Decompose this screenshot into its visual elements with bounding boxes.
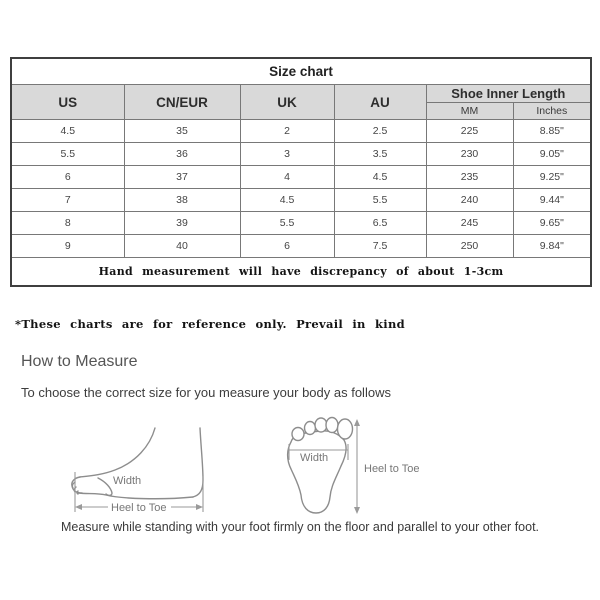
table-cell: 6.5 <box>334 212 426 235</box>
big-toe <box>338 419 353 439</box>
table-cell: 7 <box>11 189 124 212</box>
size-chart-body <box>11 120 591 258</box>
table-cell: 9.25" <box>513 166 591 189</box>
toe-3 <box>315 418 327 432</box>
table-row <box>11 235 591 258</box>
foot-sole-view-diagram <box>283 415 428 518</box>
table-cell: 225 <box>426 120 513 143</box>
table-title-row <box>11 58 591 85</box>
size-chart-title: Size chart <box>11 58 591 85</box>
table-cell: 4.5 <box>334 166 426 189</box>
side-heel-to-toe-label: Heel to Toe <box>111 502 167 514</box>
table-cell: 8 <box>11 212 124 235</box>
table-cell: 2 <box>240 120 334 143</box>
table-cell: 240 <box>426 189 513 212</box>
table-cell: 3.5 <box>334 143 426 166</box>
table-cell: 4.5 <box>240 189 334 212</box>
column-header-inches: Inches <box>513 103 591 120</box>
little-toe <box>292 428 304 441</box>
table-row <box>11 120 591 143</box>
how-to-measure-heading: How to Measure <box>21 353 138 370</box>
sole-length-arrow-bottom-head <box>354 507 360 514</box>
table-cell: 4 <box>240 166 334 189</box>
table-cell: 35 <box>124 120 240 143</box>
table-row <box>11 143 591 166</box>
table-header-row <box>11 85 591 103</box>
table-row <box>11 166 591 189</box>
length-arrow-right-head <box>196 504 203 510</box>
table-cell: 5.5 <box>11 143 124 166</box>
toe-4 <box>305 422 316 435</box>
table-cell: 6 <box>11 166 124 189</box>
table-cell: 9.84" <box>513 235 591 258</box>
length-arrow-left-head <box>75 504 82 510</box>
table-cell: 250 <box>426 235 513 258</box>
toe-2 <box>326 418 338 433</box>
table-cell: 8.85" <box>513 120 591 143</box>
table-cell: 6 <box>240 235 334 258</box>
column-header-mm: MM <box>426 103 513 120</box>
sole-length-arrow-top-head <box>354 419 360 426</box>
size-chart-table <box>10 57 592 287</box>
table-row <box>11 212 591 235</box>
table-cell: 4.5 <box>11 120 124 143</box>
column-header-uk: UK <box>240 85 334 120</box>
column-header-shoe-inner-length: Shoe Inner Length <box>426 85 591 103</box>
foot-heel-outline <box>193 428 203 497</box>
table-cell: 9 <box>11 235 124 258</box>
table-cell: 9.65" <box>513 212 591 235</box>
table-cell: 235 <box>426 166 513 189</box>
column-header-cneur: CN/EUR <box>124 85 240 120</box>
table-cell: 39 <box>124 212 240 235</box>
foot-side-outline <box>80 428 155 477</box>
column-header-au: AU <box>334 85 426 120</box>
how-to-measure-intro: To choose the correct size for you measure your body as follows <box>21 385 391 400</box>
table-cell: 2.5 <box>334 120 426 143</box>
table-cell: 40 <box>124 235 240 258</box>
table-cell: 37 <box>124 166 240 189</box>
table-cell: 7.5 <box>334 235 426 258</box>
measure-caption: Measure while standing with your foot firmly on the floor and parallel to your other foot. <box>60 520 540 534</box>
sole-heel-to-toe-label: Heel to Toe <box>364 463 420 475</box>
table-row <box>11 189 591 212</box>
table-cell: 9.44" <box>513 189 591 212</box>
foot-sole-line <box>78 493 193 499</box>
sole-width-label: Width <box>300 452 329 464</box>
side-width-label: Width <box>113 475 142 487</box>
reference-note: *These charts are for reference only. Prevail in kind <box>15 317 405 331</box>
table-cell: 38 <box>124 189 240 212</box>
column-header-us: US <box>11 85 124 120</box>
table-footnote-row <box>11 258 591 287</box>
table-cell: 5.5 <box>334 189 426 212</box>
table-cell: 245 <box>426 212 513 235</box>
table-cell: 3 <box>240 143 334 166</box>
table-cell: 5.5 <box>240 212 334 235</box>
foot-side-view-diagram <box>62 420 212 515</box>
table-footnote: Hand measurement will have discrepancy of about 1-3cm <box>11 258 591 287</box>
table-cell: 9.05" <box>513 143 591 166</box>
foot-big-toe <box>72 477 82 493</box>
table-cell: 36 <box>124 143 240 166</box>
table-cell: 230 <box>426 143 513 166</box>
foot-instep-line <box>98 478 112 495</box>
sole-outline <box>288 431 347 513</box>
